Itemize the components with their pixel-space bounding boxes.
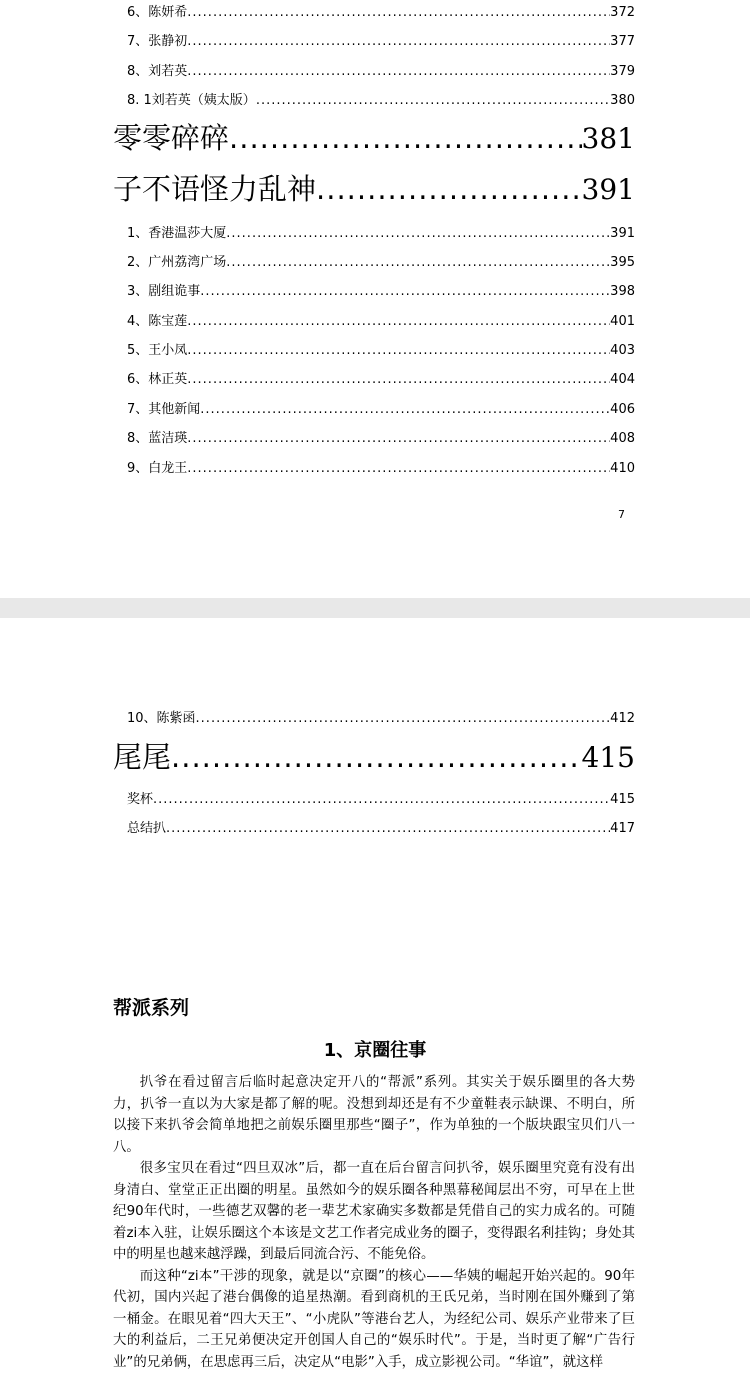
toc-entry-page: 410 <box>610 460 635 478</box>
toc-entry-page: 417 <box>610 820 635 838</box>
toc-entry[interactable] <box>127 342 635 360</box>
toc-entry-title: 6、林正英 <box>127 371 187 389</box>
toc-entry[interactable] <box>127 460 635 478</box>
toc-chapter[interactable] <box>113 118 635 158</box>
toc-entry-title: 2、广州荔湾广场 <box>127 254 226 272</box>
toc-chapter-title: 零零碎碎 <box>113 118 229 158</box>
toc-entry[interactable] <box>127 33 635 51</box>
toc-chapter-title: 尾尾 <box>113 737 171 777</box>
toc-entry-page: 391 <box>610 225 635 243</box>
toc-entry-title: 8. 1刘若英（姨太版） <box>127 92 256 110</box>
toc-entry[interactable] <box>127 92 635 110</box>
toc-entry-title: 7、张静初 <box>127 33 187 51</box>
toc-entry[interactable] <box>127 313 635 331</box>
toc-entry-title: 1、香港温莎大厦 <box>127 225 226 243</box>
toc-entry-page: 377 <box>610 33 635 51</box>
toc-chapter-page: 381 <box>582 119 635 158</box>
toc-entry-title: 3、剧组诡事 <box>127 283 200 301</box>
toc-entry-title: 4、陈宝莲 <box>127 313 187 331</box>
toc-entry-page: 372 <box>610 4 635 22</box>
toc-entry-title: 8、刘若英 <box>127 63 187 81</box>
toc-entry-title: 10、陈紫函 <box>127 710 196 728</box>
toc-entry[interactable] <box>127 820 635 838</box>
toc-chapter[interactable] <box>113 737 635 777</box>
toc-chapter-title: 子不语怪力乱神 <box>113 169 316 209</box>
toc-entry-title: 5、王小凤 <box>127 342 187 360</box>
toc-entry[interactable] <box>127 401 635 419</box>
toc-entry-page: 380 <box>610 92 635 110</box>
toc-entry-page: 406 <box>610 401 635 419</box>
toc-entry-page: 403 <box>610 342 635 360</box>
toc-chapter-page: 415 <box>582 738 635 777</box>
toc-entry-title: 9、白龙王 <box>127 460 187 478</box>
toc-entry-title: 6、陈妍希 <box>127 4 187 22</box>
toc-entry[interactable] <box>127 63 635 81</box>
toc-page-1 <box>0 0 750 598</box>
toc-entry[interactable] <box>127 371 635 389</box>
toc-entry-page: 408 <box>610 430 635 448</box>
article-title: 1、京圈往事 <box>0 1036 750 1062</box>
toc-entry-page: 398 <box>610 283 635 301</box>
body-paragraph: 扒爷在看过留言后临时起意决定开八的“帮派”系列。其实关于娱乐圈里的各大势力，扒爷一直以为大家是都了解的呢。没想到却还是有不少童鞋表示缺课、不明白，所以接下来扒爷会简单地把之前娱乐圈里那些“圈子”，作为单独的一个版块跟宝贝们八一八。 <box>113 1072 635 1158</box>
toc-entry-page: 415 <box>610 791 635 809</box>
toc-entry-title: 总结扒 <box>127 820 166 838</box>
page-separator <box>0 598 750 618</box>
toc-entry-title: 7、其他新闻 <box>127 401 200 419</box>
toc-entry-page: 395 <box>610 254 635 272</box>
toc-entry-page: 379 <box>610 63 635 81</box>
toc-entry[interactable] <box>127 430 635 448</box>
body-paragraph: 而这种“zi本”干涉的现象，就是以“京圈”的核心——华姨的崛起开始兴起的。90年代初，国内兴起了港台偶像的追星热潮。看到商机的王氏兄弟，当时刚在国外赚到了第一桶金。在眼见着“四大天王”、“小虎队”等港台艺人，为经纪公司、娱乐产业带来了巨大的利益后，二王兄弟便决定开创国人自己的“娱乐时代”。于是，当时更了解“广告行业”的兄弟俩，在思虑再三后，决定从“电影”入手，成立影视公司。“华谊”，就这样 <box>113 1266 635 1373</box>
toc-entry-title: 8、蓝洁瑛 <box>127 430 187 448</box>
toc-entry-page: 401 <box>610 313 635 331</box>
toc-chapter[interactable] <box>113 169 635 209</box>
page-number: 7 <box>618 508 625 521</box>
toc-entry[interactable] <box>127 225 635 243</box>
toc-entry[interactable] <box>127 254 635 272</box>
toc-entry[interactable] <box>127 283 635 301</box>
article-body <box>113 1072 635 1373</box>
toc-entry-page: 404 <box>610 371 635 389</box>
toc-entry[interactable] <box>127 791 635 809</box>
toc-entry[interactable] <box>127 4 635 22</box>
toc-entry[interactable] <box>127 710 635 728</box>
section-title: 帮派系列 <box>113 993 189 1020</box>
body-paragraph: 很多宝贝在看过“四旦双冰”后，都一直在后台留言问扒爷，娱乐圈里究竟有没有出身清白、堂堂正正出圈的明星。虽然如今的娱乐圈各种黑幕秘闻层出不穷，可早在上世纪90年代时，一些德艺双馨的老一辈艺术家确实多数都是凭借自己的实力成名的。可随着zi本入驻，让娱乐圈这个本该是文艺工作者完成业务的圈子，变得跟名利挂钩；身处其中的明星也越来越浮躁，到最后同流合污、不能免俗。 <box>113 1158 635 1266</box>
toc-entry-title: 奖杯 <box>127 791 153 809</box>
toc-chapter-page: 391 <box>582 170 635 209</box>
toc-entry-page: 412 <box>610 710 635 728</box>
